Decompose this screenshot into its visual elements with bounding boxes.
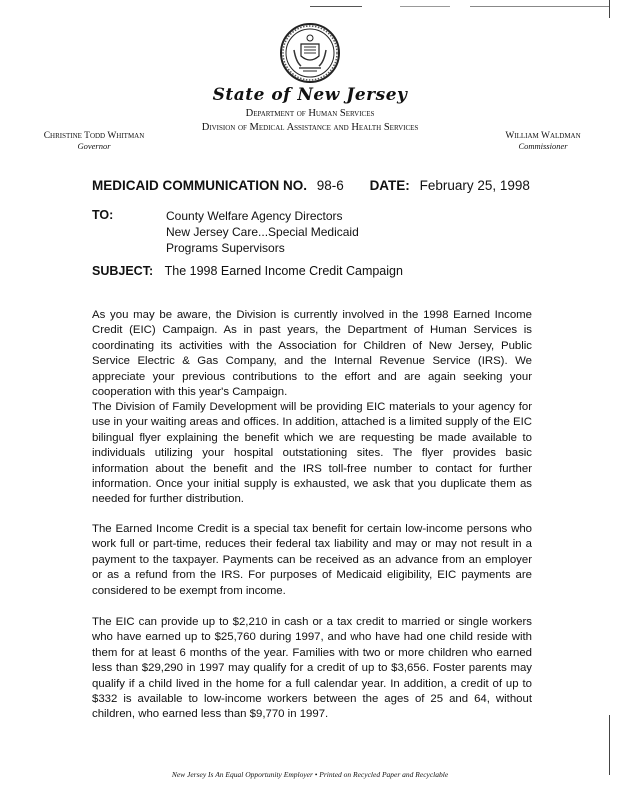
subject-label: SUBJECT:	[92, 264, 154, 278]
to-label: TO:	[92, 208, 114, 222]
commissioner-block	[468, 131, 618, 151]
state-title: State of New Jersey	[212, 85, 408, 105]
commissioner-title: Commissioner	[518, 141, 568, 151]
body-paragraph-3: The Earned Income Credit is a special tax benefit for certain low-income persons who work full or part-time, reduces their federal tax liability and may or may not result in a payment to the taxpayer. Payments can be received as an advance from an employer or as a refund from the IRS. For purposes of Medicaid eligibility, EIC payments are considered to be exempt from income.	[92, 523, 532, 597]
recipient: Programs Supervisors	[166, 241, 285, 255]
footer-text: New Jersey Is An Equal Opportunity Employer • Printed on Recycled Paper and Recyclable	[171, 770, 449, 779]
subject-value: The 1998 Earned Income Credit Campaign	[164, 264, 403, 278]
body-paragraph-4: The EIC can provide up to $2,210 in cash or a tax credit to married or single workers who have earned up to $25,760 during 1997, and who have had one child reside with them for at least 6 months of the year. Families with two or more children who earned less than $29,290 in 1997 may qualify for a credit of up to $3,656. Foster parents may qualify if a child lived in the home for a full calendar year. In addition, a credit of up to $332 is available to low-income workers between the ages of 25 and 64, without children, who earned less than $9,770 in 1997.	[92, 616, 532, 721]
communication-label: MEDICAID COMMUNICATION NO.	[92, 178, 307, 193]
body-paragraph-1: As you may be aware, the Division is currently involved in the 1998 Earned Income Credit (EIC) Campaign. As in past years, the Department of Human Services is coordinating its activities with the Association for Children of New Jersey, Public Service Electric & Gas Company, and the Internal Revenue Service (IRS). We appreciate your previous contributions to the effort and are again seeking your cooperation with this year's Campaign.	[92, 309, 532, 399]
governor-name: Christine Todd Whitman	[43, 131, 145, 141]
top-rule-left	[310, 6, 362, 7]
subject-line	[92, 264, 403, 278]
state-seal-icon	[279, 22, 341, 84]
date-value: February 25, 1998	[419, 178, 530, 193]
recipient: New Jersey Care...Special Medicaid	[166, 225, 359, 239]
date-label: DATE:	[369, 178, 410, 193]
top-rule-mid	[400, 6, 450, 7]
governor-block	[14, 131, 174, 151]
commissioner-name: William Waldman	[505, 131, 581, 141]
body-paragraph-2: The Division of Family Development will be providing EIC materials to your agency for use in your waiting areas and offices. In addition, attached is a limited supply of the EIC bilingual flyer explaining the benefit which we are requesting be made available to individuals utilizing your hospital outstationing sites. The flyer provides basic information about the benefit and the IRS toll-free number to contact for further information. Once your initial supply is exhausted, we ask that you duplicate them as needed for further distribution.	[92, 401, 532, 506]
division-name: Division of Medical Assistance and Health Services	[201, 122, 419, 133]
right-edge-mark-bottom	[609, 715, 610, 775]
department-name: Department of Human Services	[245, 108, 375, 119]
governor-title: Governor	[77, 141, 111, 151]
communication-number: 98-6	[316, 178, 344, 193]
top-rule-right	[470, 6, 610, 7]
communication-line	[92, 178, 530, 193]
right-edge-mark-top	[609, 0, 610, 18]
to-recipients	[166, 208, 359, 256]
recipient: County Welfare Agency Directors	[166, 209, 343, 223]
